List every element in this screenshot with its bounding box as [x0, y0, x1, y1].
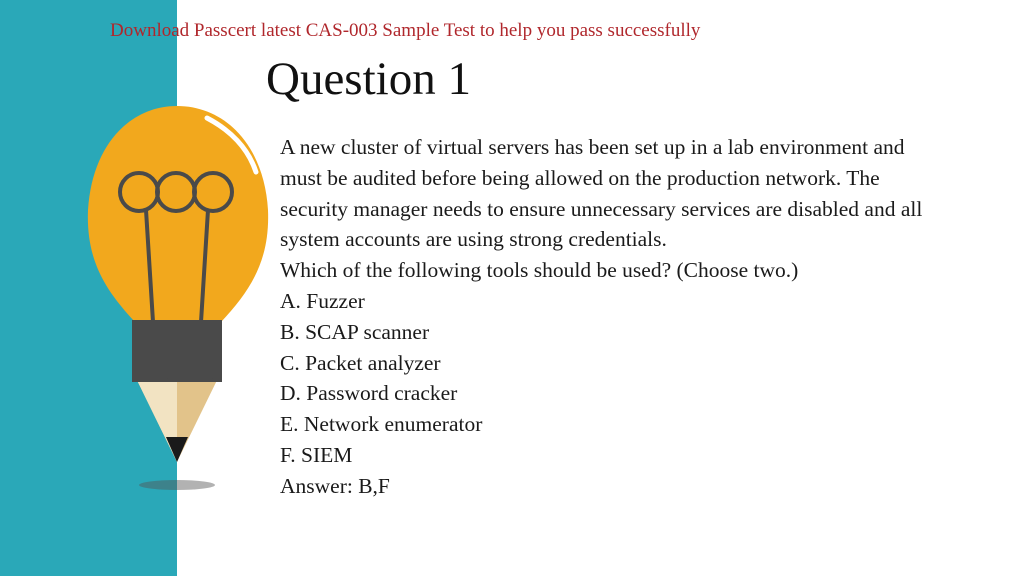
- question-title: Question 1: [266, 53, 471, 105]
- question-prompt: Which of the following tools should be used? (Choose two.): [280, 258, 799, 283]
- download-banner: Download Passcert latest CAS-003 Sample Test to help you pass successfully: [110, 20, 701, 41]
- lightbulb-pencil-illustration: [80, 100, 280, 505]
- answer-text: Answer: B,F: [280, 473, 390, 498]
- question-body: [280, 132, 1016, 502]
- option-f: F. SIEM: [280, 442, 353, 467]
- question-text-line: security manager needs to ensure unnecessary services are disabled and all: [280, 196, 923, 221]
- option-b: B. SCAP scanner: [280, 319, 430, 344]
- option-c: C. Packet analyzer: [280, 350, 441, 375]
- question-text-line: must be audited before being allowed on the production network. The: [280, 165, 880, 190]
- question-text-line: A new cluster of virtual servers has been set up in a lab environment and: [280, 135, 905, 159]
- option-a: A. Fuzzer: [280, 288, 365, 313]
- option-e: E. Network enumerator: [280, 412, 483, 437]
- option-d: D. Password cracker: [280, 381, 458, 406]
- question-text-line: system accounts are using strong credentials.: [280, 227, 667, 252]
- lightbulb-pencil-icon: [80, 100, 280, 500]
